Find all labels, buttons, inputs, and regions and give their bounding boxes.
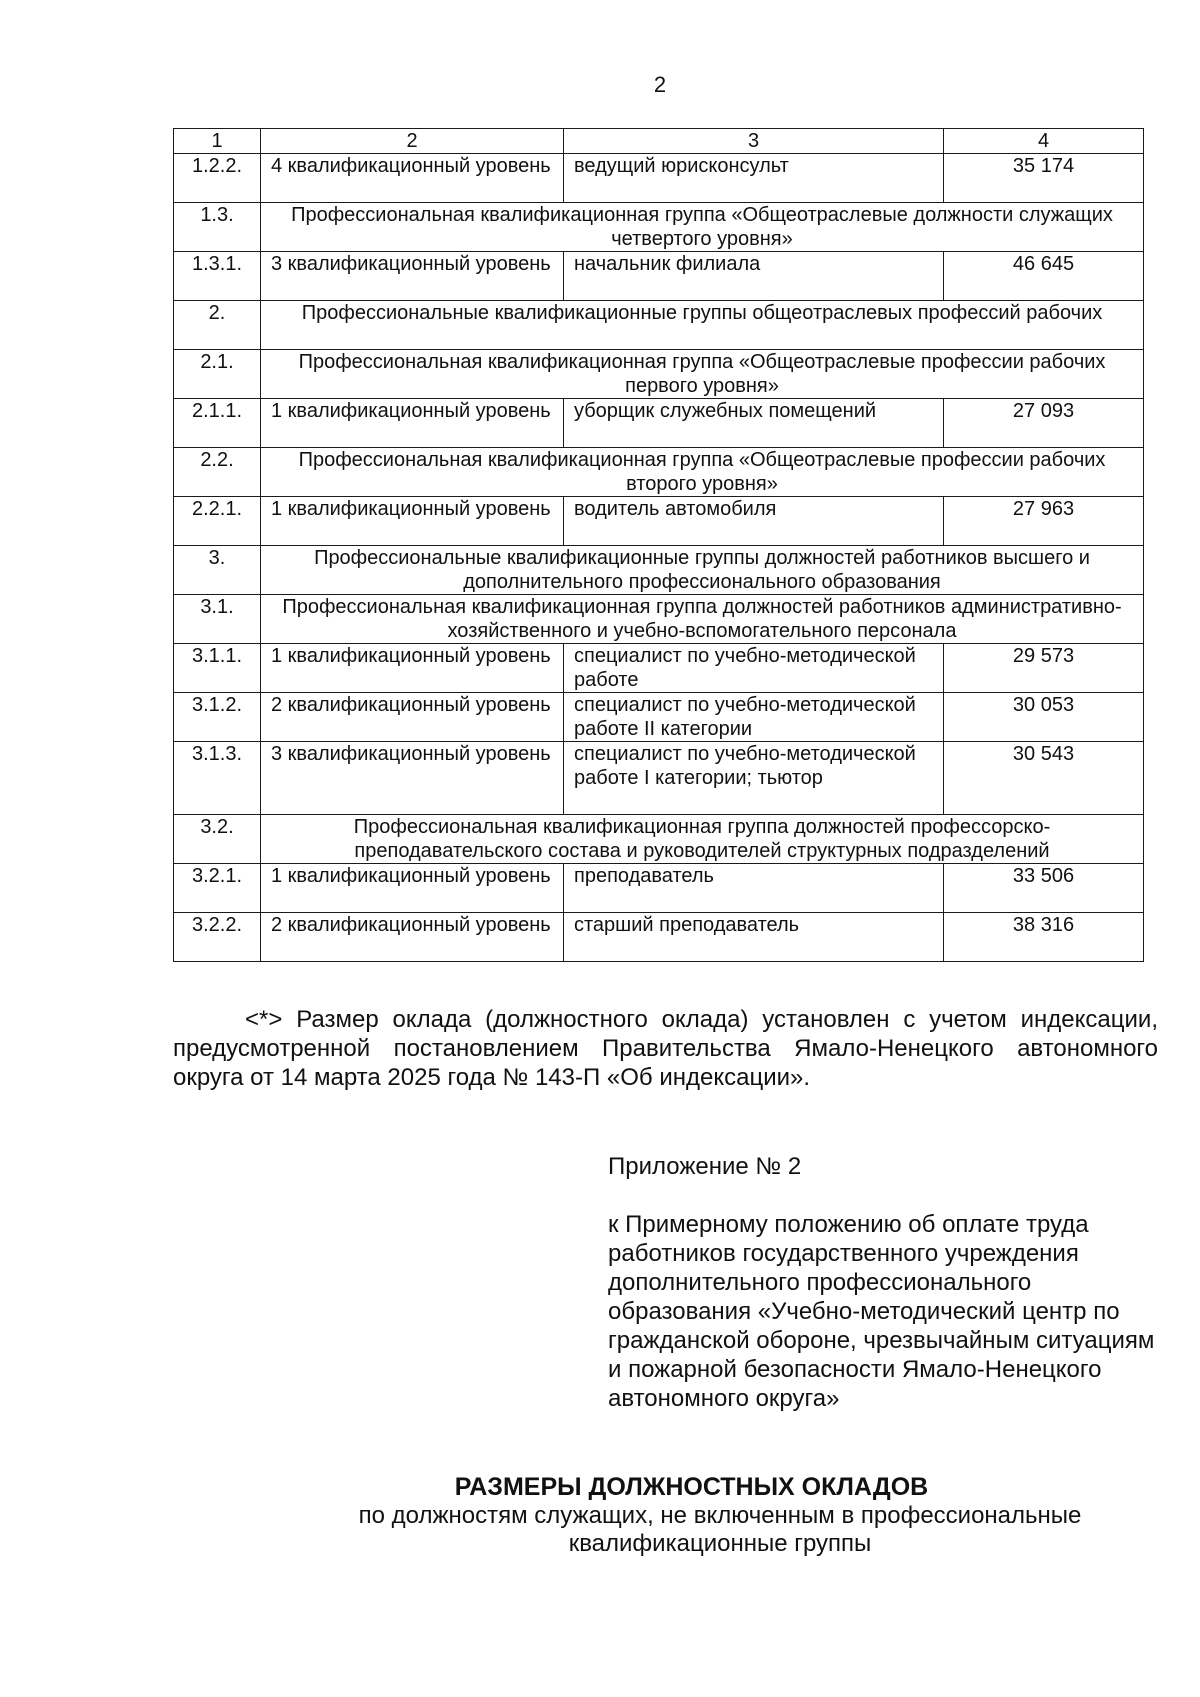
row-number: 3.2.1. — [174, 864, 261, 913]
table-row — [174, 497, 1144, 546]
table-row — [174, 399, 1144, 448]
page-number: 2 — [653, 72, 667, 97]
salary-amount: 27 093 — [944, 399, 1144, 448]
table-group-row — [174, 546, 1144, 595]
row-number: 2.2. — [174, 448, 261, 497]
position-name: уборщик служебных помещений — [564, 399, 944, 448]
position-name: старший преподаватель — [564, 913, 944, 962]
position-name: специалист по учебно-методической работе — [564, 644, 944, 693]
row-number: 3.2.2. — [174, 913, 261, 962]
position-name: ведущий юрисконсульт — [564, 154, 944, 203]
qualification-level: 3 квалификационный уровень — [261, 742, 564, 815]
qualification-level: 3 квалификационный уровень — [261, 252, 564, 301]
group-title: Профессиональная квалификационная группа должностей профессорско-преподавательского состава и руководителей структурных подразделений — [261, 815, 1144, 864]
row-number: 3.1. — [174, 595, 261, 644]
document-title: РАЗМЕРЫ ДОЛЖНОСТНЫХ ОКЛАДОВ — [454, 1473, 929, 1501]
header-cell: 2 — [261, 129, 564, 154]
qualification-level: 1 квалификационный уровень — [261, 864, 564, 913]
footnote: <*> Размер оклада (должностного оклада) установлен с учетом индексации, предусмотренной постановлением Правительства Ямало-Ненецкого автономного округа от 14 марта 2025 года № 143-П «Об индексации». — [173, 1006, 1158, 1091]
qualification-level: 1 квалификационный уровень — [261, 644, 564, 693]
document-subtitle: по должностям служащих, не включенным в профессиональные квалификационные группы — [358, 1502, 1082, 1557]
row-number: 1.2.2. — [174, 154, 261, 203]
table-row — [174, 252, 1144, 301]
row-number: 3.2. — [174, 815, 261, 864]
qualification-level: 2 квалификационный уровень — [261, 913, 564, 962]
table-group-row — [174, 350, 1144, 399]
salary-amount: 46 645 — [944, 252, 1144, 301]
salary-amount: 38 316 — [944, 913, 1144, 962]
salary-amount: 35 174 — [944, 154, 1144, 203]
table-row — [174, 644, 1144, 693]
header-cell: 4 — [944, 129, 1144, 154]
table-group-row — [174, 203, 1144, 252]
row-number: 3. — [174, 546, 261, 595]
table-group-row — [174, 301, 1144, 350]
table-group-row — [174, 448, 1144, 497]
group-title: Профессиональные квалификационные группы должностей работников высшего и дополнительного профессионального образования — [261, 546, 1144, 595]
header-cell: 3 — [564, 129, 944, 154]
table-group-row — [174, 815, 1144, 864]
table-header-row — [174, 129, 1144, 154]
salary-amount: 30 543 — [944, 742, 1144, 815]
row-number: 2.1.1. — [174, 399, 261, 448]
group-title: Профессиональная квалификационная группа «Общеотраслевые профессии рабочих первого уровня» — [261, 350, 1144, 399]
row-number: 3.1.3. — [174, 742, 261, 815]
qualification-level: 2 квалификационный уровень — [261, 693, 564, 742]
salary-table — [173, 128, 1144, 962]
header-cell: 1 — [174, 129, 261, 154]
position-name: начальник филиала — [564, 252, 944, 301]
salary-amount: 30 053 — [944, 693, 1144, 742]
group-title: Профессиональные квалификационные группы общеотраслевых профессий рабочих — [261, 301, 1144, 350]
row-number: 2.2.1. — [174, 497, 261, 546]
row-number: 1.3.1. — [174, 252, 261, 301]
salary-amount: 29 573 — [944, 644, 1144, 693]
position-name: преподаватель — [564, 864, 944, 913]
qualification-level: 1 квалификационный уровень — [261, 497, 564, 546]
row-number: 2.1. — [174, 350, 261, 399]
salary-amount: 27 963 — [944, 497, 1144, 546]
qualification-level: 1 квалификационный уровень — [261, 399, 564, 448]
position-name: специалист по учебно-методической работе I категории; тьютор — [564, 742, 944, 815]
table-group-row — [174, 595, 1144, 644]
row-number: 1.3. — [174, 203, 261, 252]
group-title: Профессиональная квалификационная группа должностей работников административно-хозяйственного и учебно-вспомогательного персонала — [261, 595, 1144, 644]
position-name: специалист по учебно-методической работе II категории — [564, 693, 944, 742]
appendix-number: Приложение № 2 — [608, 1153, 802, 1180]
position-name: водитель автомобиля — [564, 497, 944, 546]
qualification-level: 4 квалификационный уровень — [261, 154, 564, 203]
appendix-reference: к Примерному положению об оплате труда работников государственного учреждения дополнительного профессионального образования «Учебно-методический центр по гражданской обороне, чрезвычайным ситуациям и пожарной безопасности Ямало-Ненецкого автономного округа» — [608, 1211, 1155, 1412]
row-number: 2. — [174, 301, 261, 350]
table-row — [174, 864, 1144, 913]
salary-amount: 33 506 — [944, 864, 1144, 913]
table-row — [174, 693, 1144, 742]
row-number: 3.1.2. — [174, 693, 261, 742]
group-title: Профессиональная квалификационная группа «Общеотраслевые профессии рабочих второго уровня» — [261, 448, 1144, 497]
table-row — [174, 913, 1144, 962]
table-row — [174, 154, 1144, 203]
table-row — [174, 742, 1144, 815]
row-number: 3.1.1. — [174, 644, 261, 693]
group-title: Профессиональная квалификационная группа «Общеотраслевые должности служащих четвертого уровня» — [261, 203, 1144, 252]
